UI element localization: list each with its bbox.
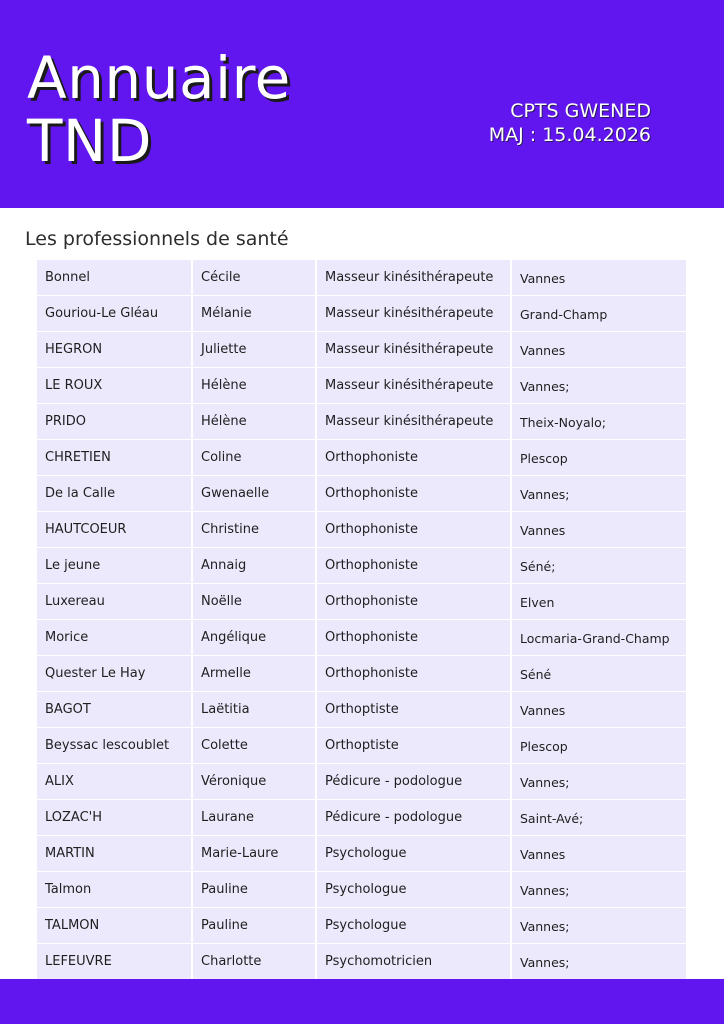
table-row — [37, 440, 686, 476]
table-row — [37, 512, 686, 548]
last-name-cell: Beyssac lescoublet — [37, 728, 193, 764]
organization-block — [431, 99, 651, 147]
city-cell: Vannes; — [512, 368, 686, 404]
table-row — [37, 476, 686, 512]
profession-cell: Masseur kinésithérapeute — [317, 260, 512, 296]
last-name-cell: CHRETIEN — [37, 440, 193, 476]
city-cell: Vannes; — [512, 764, 686, 800]
first-name-cell: Mélanie — [193, 296, 317, 332]
last-name-cell: Quester Le Hay — [37, 656, 193, 692]
table-row — [37, 260, 686, 296]
first-name-cell: Charlotte — [193, 944, 317, 980]
table-row — [37, 404, 686, 440]
profession-cell: Orthophoniste — [317, 440, 512, 476]
table-row — [37, 764, 686, 800]
last-name-cell: Le jeune — [37, 548, 193, 584]
last-name-cell: BAGOT — [37, 692, 193, 728]
first-name-cell: Annaig — [193, 548, 317, 584]
title-line-2: TND — [27, 107, 152, 175]
city-cell: Theix-Noyalo; — [512, 404, 686, 440]
city-cell: Grand-Champ — [512, 296, 686, 332]
last-name-cell: HEGRON — [37, 332, 193, 368]
last-name-cell: TALMON — [37, 908, 193, 944]
city-cell: Vannes; — [512, 908, 686, 944]
profession-cell: Pédicure - podologue — [317, 800, 512, 836]
directory-table — [37, 260, 686, 1016]
first-name-cell: Hélène — [193, 404, 317, 440]
first-name-cell: Gwenaelle — [193, 476, 317, 512]
update-date: MAJ : 15.04.2026 — [488, 124, 651, 146]
last-name-cell: Morice — [37, 620, 193, 656]
last-name-cell: Gouriou-Le Gléau — [37, 296, 193, 332]
profession-cell: Orthoptiste — [317, 728, 512, 764]
profession-cell: Orthoptiste — [317, 692, 512, 728]
profession-cell: Masseur kinésithérapeute — [317, 404, 512, 440]
profession-cell: Masseur kinésithérapeute — [317, 368, 512, 404]
first-name-cell: Christine — [193, 512, 317, 548]
profession-cell: Orthophoniste — [317, 584, 512, 620]
table-row — [37, 548, 686, 584]
profession-cell: Orthophoniste — [317, 620, 512, 656]
table-body — [37, 260, 686, 1016]
profession-cell: Psychomotricien — [317, 944, 512, 980]
first-name-cell: Laurane — [193, 800, 317, 836]
city-cell: Séné; — [512, 548, 686, 584]
profession-cell: Orthophoniste — [317, 656, 512, 692]
first-name-cell: Juliette — [193, 332, 317, 368]
first-name-cell: Laëtitia — [193, 692, 317, 728]
first-name-cell: Hélène — [193, 368, 317, 404]
profession-cell: Masseur kinésithérapeute — [317, 332, 512, 368]
last-name-cell: HAUTCOEUR — [37, 512, 193, 548]
first-name-cell: Cécile — [193, 260, 317, 296]
table-row — [37, 656, 686, 692]
directory-table-container — [37, 260, 686, 1016]
first-name-cell: Pauline — [193, 908, 317, 944]
footer-band — [0, 979, 724, 1024]
profession-cell: Pédicure - podologue — [317, 764, 512, 800]
city-cell: Plescop — [512, 728, 686, 764]
header-banner — [0, 0, 724, 208]
profession-cell: Orthophoniste — [317, 548, 512, 584]
first-name-cell: Armelle — [193, 656, 317, 692]
table-row — [37, 872, 686, 908]
city-cell: Plescop — [512, 440, 686, 476]
table-row — [37, 620, 686, 656]
city-cell: Vannes — [512, 692, 686, 728]
last-name-cell: Talmon — [37, 872, 193, 908]
profession-cell: Orthophoniste — [317, 476, 512, 512]
table-row — [37, 368, 686, 404]
table-row — [37, 944, 686, 980]
table-row — [37, 800, 686, 836]
city-cell: Séné — [512, 656, 686, 692]
city-cell: Vannes — [512, 512, 686, 548]
organization-name: CPTS GWENED — [510, 100, 651, 122]
first-name-cell: Marie-Laure — [193, 836, 317, 872]
last-name-cell: LE ROUX — [37, 368, 193, 404]
city-cell: Vannes; — [512, 476, 686, 512]
city-cell: Elven — [512, 584, 686, 620]
table-row — [37, 584, 686, 620]
last-name-cell: LEFEUVRE — [37, 944, 193, 980]
table-row — [37, 692, 686, 728]
profession-cell: Psychologue — [317, 836, 512, 872]
table-row — [37, 836, 686, 872]
first-name-cell: Angélique — [193, 620, 317, 656]
last-name-cell: MARTIN — [37, 836, 193, 872]
profession-cell: Orthophoniste — [317, 512, 512, 548]
first-name-cell: Colette — [193, 728, 317, 764]
first-name-cell: Pauline — [193, 872, 317, 908]
last-name-cell: Luxereau — [37, 584, 193, 620]
table-row — [37, 332, 686, 368]
first-name-cell: Véronique — [193, 764, 317, 800]
city-cell: Vannes — [512, 332, 686, 368]
city-cell: Vannes; — [512, 872, 686, 908]
city-cell: Saint-Avé; — [512, 800, 686, 836]
title-line-1: Annuaire — [27, 44, 291, 112]
first-name-cell: Coline — [193, 440, 317, 476]
profession-cell: Psychologue — [317, 872, 512, 908]
table-row — [37, 296, 686, 332]
last-name-cell: ALIX — [37, 764, 193, 800]
profession-cell: Psychologue — [317, 908, 512, 944]
last-name-cell: De la Calle — [37, 476, 193, 512]
last-name-cell: PRIDO — [37, 404, 193, 440]
city-cell: Vannes — [512, 836, 686, 872]
profession-cell: Masseur kinésithérapeute — [317, 296, 512, 332]
city-cell: Locmaria-Grand-Champ — [512, 620, 686, 656]
city-cell: Vannes — [512, 260, 686, 296]
last-name-cell: Bonnel — [37, 260, 193, 296]
table-row — [37, 908, 686, 944]
first-name-cell: Noëlle — [193, 584, 317, 620]
table-row — [37, 728, 686, 764]
city-cell: Vannes; — [512, 944, 686, 980]
last-name-cell: LOZAC'H — [37, 800, 193, 836]
section-title: Les professionnels de santé — [25, 228, 289, 250]
